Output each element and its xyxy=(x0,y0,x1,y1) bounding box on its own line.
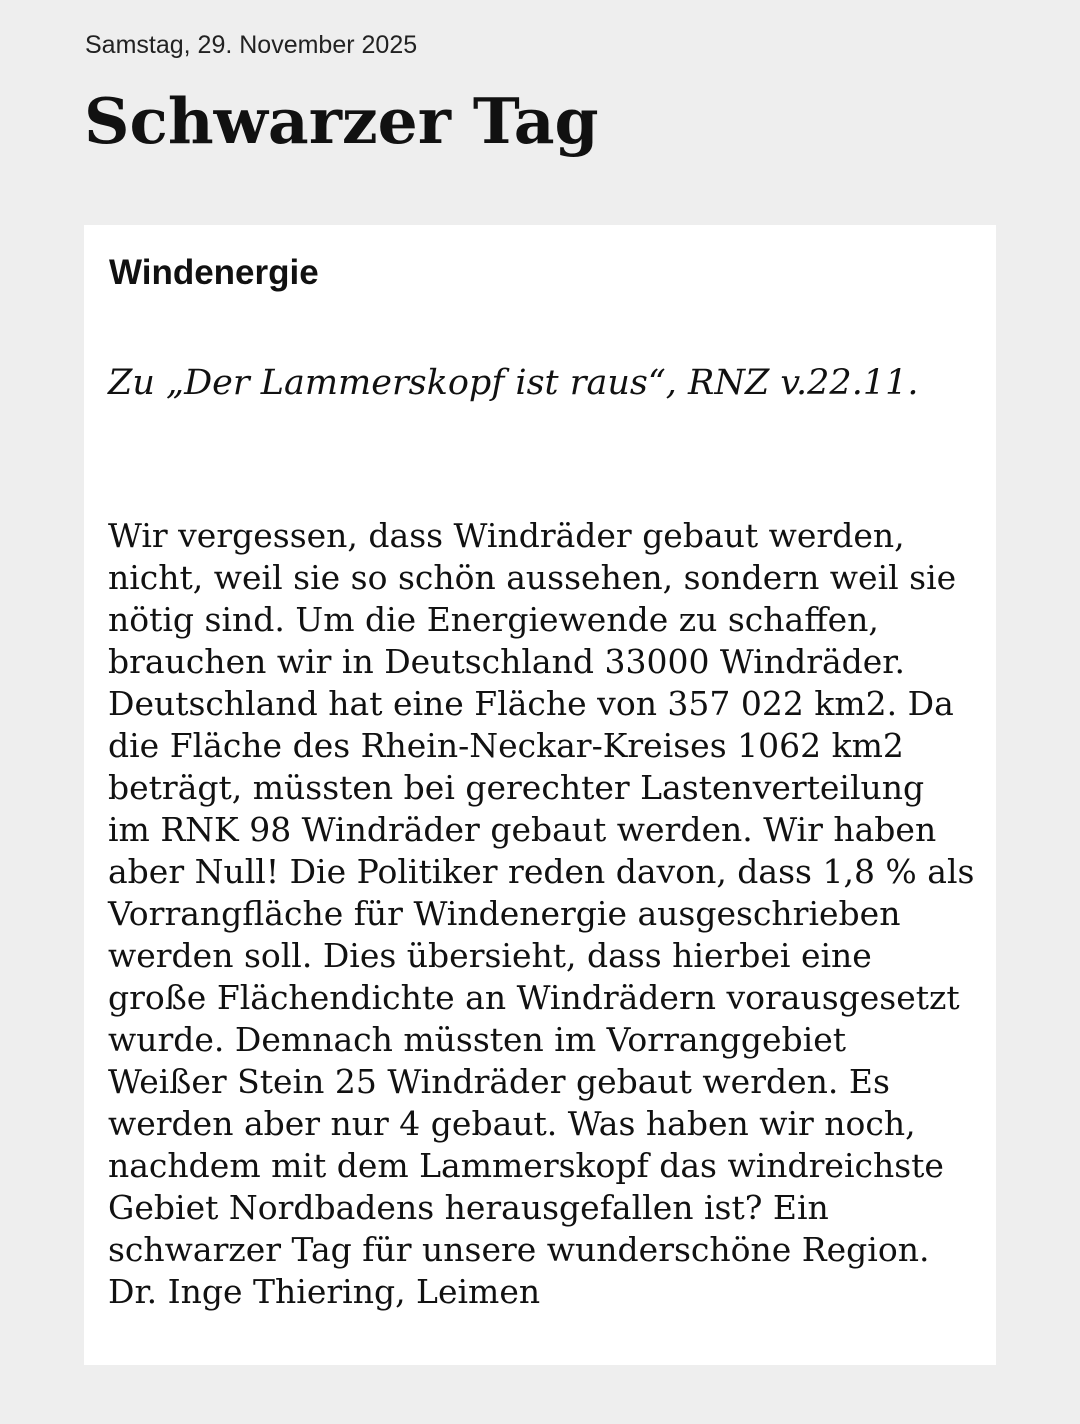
letter-card xyxy=(84,225,996,1365)
rubric-label: Windenergie xyxy=(109,253,319,292)
publication-date: Samstag, 29. November 2025 xyxy=(85,31,418,59)
letter-body: Wir vergessen, dass Windräder gebaut werden, nicht, weil sie so schön aussehen, sondern weil sie nötig sind. Um die Energiewende zu schaffen, brauchen wir in Deutschland 33000 Windräder. Deutschland hat eine Fläche von 357 022 km2. Da die Fläche des Rhein-Neckar-Kreises 1062 km2 beträgt, müssten bei gerechter Lastenverteilung im RNK 98 Windräder gebaut werden. Wir haben aber Null! Die Politiker reden davon, dass 1,8 % als Vorrangfläche für Windenergie ausgeschrieben werden soll. Dies übersieht, dass hierbei eine große Flächendichte an Windrädern vorausgesetzt wurde. Demnach müssten im Vorranggebiet Weißer Stein 25 Windräder gebaut werden. Es werden aber nur 4 gebaut. Was haben wir noch, nachdem mit dem Lammerskopf das windreichste Gebiet Nordbadens herausgefallen ist? Ein schwarzer Tag für unsere wunderschöne Region. Dr. Inge Thiering, Leimen xyxy=(108,516,975,1311)
article-reference: Zu „Der Lammerskopf ist raus“, RNZ v.22.11. xyxy=(108,363,919,403)
page-title: Schwarzer Tag xyxy=(84,84,599,158)
